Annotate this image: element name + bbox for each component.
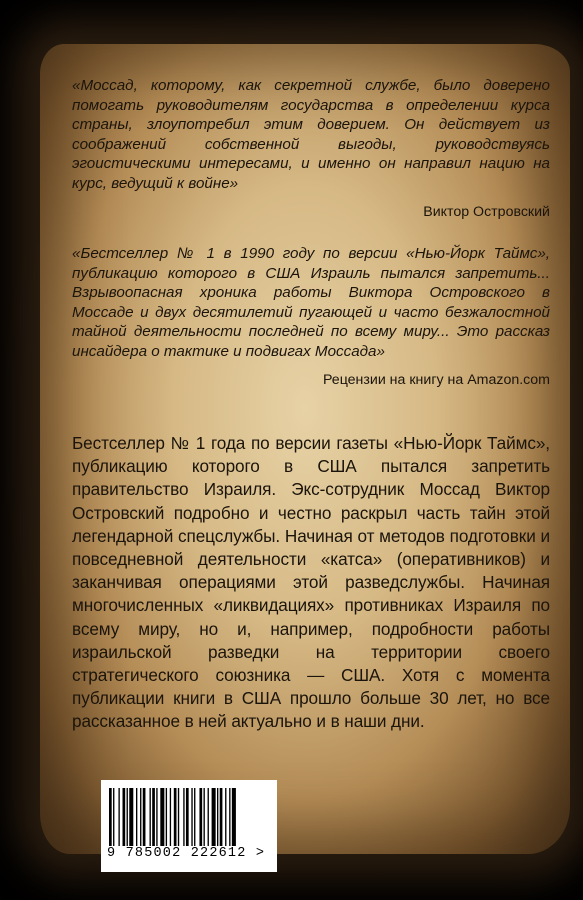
author-quote-attribution: Виктор Островский — [423, 203, 550, 220]
barcode-bar — [123, 788, 126, 846]
barcode-bar — [136, 788, 137, 846]
barcode-bar — [232, 788, 236, 846]
barcode — [101, 780, 277, 872]
review-quote: «Бестселлер № 1 в 1990 году по версии «Нью-Йорк Таймс», публикацию которого в США Израиль пытался запретить... Взрывоопасная хроника работы Виктора Островского в Моссаде и двух десятилетий пугающей и часто безжалостной тайной деятельности последней по всему миру... Это рассказ инсайдера о тактике и подвигах Моссада» — [72, 245, 550, 360]
review-quote-attribution: Рецензии на книгу на Amazon.com — [322, 371, 550, 388]
barcode-bar — [191, 788, 192, 846]
barcode-bar — [186, 788, 189, 846]
barcode-bars — [109, 788, 269, 846]
barcode-bar — [113, 788, 114, 846]
barcode-bar — [156, 788, 157, 846]
barcode-bar — [212, 788, 216, 846]
barcode-bar — [166, 788, 167, 846]
barcode-bar — [109, 788, 112, 846]
author-quote: «Моссад, которому, как секретной службе, было доверено помогать руководителям государства в определении курса страны, злоупотребил этим доверием. Он действует из соображений собственной выгоды, руководствуясь эгоистическими интересами, и именно он направил нацию на курс, ведущий к войне» — [72, 77, 550, 192]
barcode-number: 9 785002 222612 > — [107, 846, 266, 861]
barcode-bar — [174, 788, 177, 846]
barcode-bar — [170, 788, 171, 846]
barcode-bar — [217, 788, 218, 846]
book-description: Бестселлер № 1 года по версии газеты «Нью-Йорк Таймс», публикацию которого в США пытался запретить правительство Израиля. Экс-сотрудник Моссад Виктор Островский подробно и честно раскрыл часть тайн этой легендарной спецслужбы. Начиная от методов подготовки и повседневной деятельности «катса» (оперативников) и заканчивая операциями этой разведслужбы. Начиная многочисленных «ликвидациях» противниках Израиля по всему миру, но и, например, подробности работы израильской разведки на территории своего стратегического союзника — США. Хотя с момента публикации книги в США прошло больше 30 лет, но все рассказанное в ней актуально и в наши дни. — [72, 433, 550, 732]
barcode-bar — [152, 788, 155, 846]
barcode-bar — [129, 788, 133, 846]
barcode-bar — [118, 788, 119, 846]
barcode-bar — [178, 788, 179, 846]
barcode-bar — [160, 788, 164, 846]
description-section — [72, 432, 550, 734]
barcode-bar — [140, 788, 141, 846]
quote-author-section — [72, 76, 550, 220]
barcode-bar — [220, 788, 223, 846]
barcode-bar — [183, 788, 184, 846]
barcode-bar — [225, 788, 226, 846]
barcode-bar — [204, 788, 205, 846]
barcode-bar — [150, 788, 151, 846]
barcode-bar — [208, 788, 209, 846]
barcode-bar — [127, 788, 128, 846]
barcode-bar — [194, 788, 195, 846]
barcode-bar — [229, 788, 230, 846]
review-quote-section — [72, 244, 550, 388]
barcode-bar — [143, 788, 146, 846]
barcode-bar — [199, 788, 202, 846]
